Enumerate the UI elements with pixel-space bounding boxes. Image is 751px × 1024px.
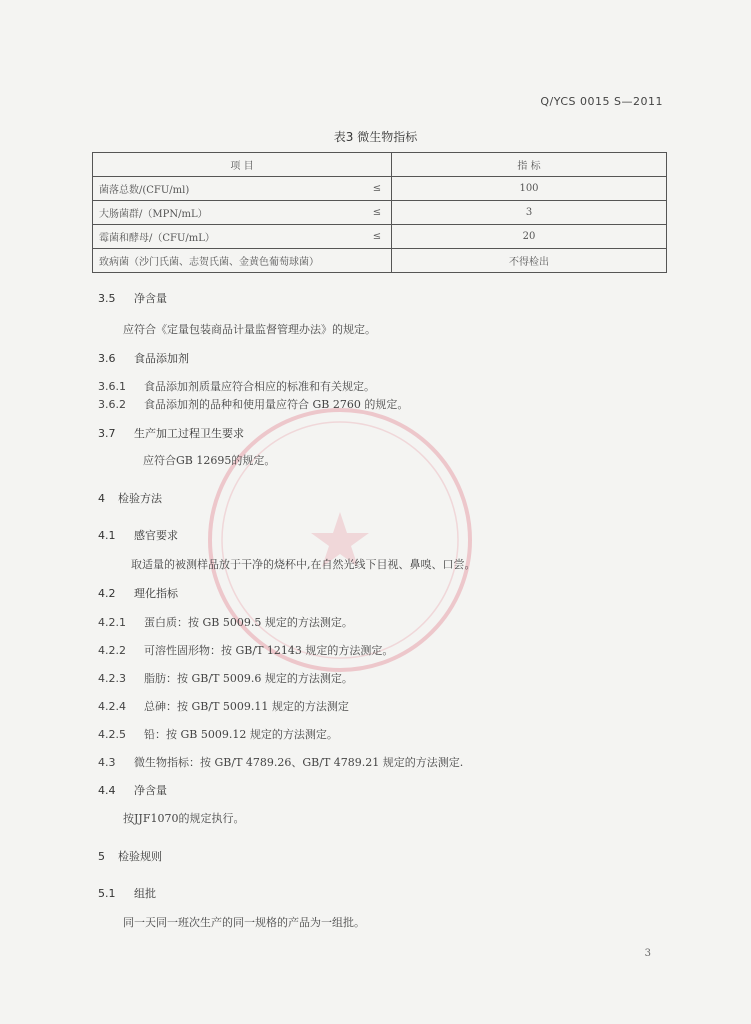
page-number: 3 (644, 948, 651, 959)
row-symbol: ≤ (363, 225, 392, 249)
row-value: 3 (392, 201, 667, 225)
section-4-4: 4.4 净含量 (98, 784, 167, 797)
header-item: 项 目 (93, 153, 392, 177)
row-value: 20 (392, 225, 667, 249)
section-5-1: 5.1 组批 (98, 887, 156, 900)
section-3-6-1: 3.6.1 食品添加剂质量应符合相应的标准和有关规定。 (98, 380, 375, 393)
row-item: 致病菌（沙门氏菌、志贺氏菌、金黄色葡萄球菌） (93, 249, 364, 273)
row-value: 100 (392, 177, 667, 201)
row-item: 大肠菌群/（MPN/mL） (93, 201, 364, 225)
row-value: 不得检出 (392, 249, 667, 273)
table-row (93, 177, 667, 201)
section-4-1: 4.1 感官要求 (98, 529, 178, 542)
section-4-2-4: 4.2.4 总砷：按 GB/T 5009.11 规定的方法测定 (98, 700, 349, 713)
standard-code: Q/YCS 0015 S—2011 (540, 95, 663, 108)
row-item: 霉菌和酵母/（CFU/mL） (93, 225, 364, 249)
microbiology-table (92, 152, 667, 273)
section-4: 4 检验方法 (98, 492, 162, 505)
section-3-7-body: 应符合GB 12695的规定。 (143, 454, 276, 467)
section-4-2-5: 4.2.5 铅：按 GB 5009.12 规定的方法测定。 (98, 728, 338, 741)
section-3-5: 3.5 净含量 (98, 292, 167, 305)
section-3-5-body: 应符合《定量包装商品计量监督管理办法》的规定。 (123, 323, 376, 336)
section-4-2-1: 4.2.1 蛋白质：按 GB 5009.5 规定的方法测定。 (98, 616, 353, 629)
table-row (93, 249, 667, 273)
section-4-1-body: 取适量的被测样品放于干净的烧杯中,在自然光线下目视、鼻嗅、口尝。 (131, 558, 476, 571)
section-5: 5 检验规则 (98, 850, 162, 863)
section-3-6-2: 3.6.2 食品添加剂的品种和使用量应符合 GB 2760 的规定。 (98, 398, 409, 411)
section-4-2: 4.2 理化指标 (98, 587, 178, 600)
section-4-4-body: 按JJF1070的规定执行。 (123, 812, 245, 825)
row-symbol (363, 249, 392, 273)
section-3-7: 3.7 生产加工过程卫生要求 (98, 427, 244, 440)
section-5-1-body: 同一天同一班次生产的同一规格的产品为一组批。 (123, 916, 365, 929)
table-title: 表3 微生物指标 (333, 130, 418, 144)
row-item: 菌落总数/(CFU/ml) (93, 177, 364, 201)
header-value: 指 标 (392, 153, 667, 177)
section-4-2-3: 4.2.3 脂肪：按 GB/T 5009.6 规定的方法测定。 (98, 672, 353, 685)
table-row (93, 201, 667, 225)
section-4-2-2: 4.2.2 可溶性固形物：按 GB/T 12143 规定的方法测定。 (98, 644, 394, 657)
row-symbol: ≤ (363, 201, 392, 225)
section-3-6: 3.6 食品添加剂 (98, 352, 189, 365)
table-row (93, 225, 667, 249)
section-4-3: 4.3 微生物指标：按 GB/T 4789.26、GB/T 4789.21 规定的方法测定. (98, 756, 464, 769)
row-symbol: ≤ (363, 177, 392, 201)
table-header-row (93, 153, 667, 177)
